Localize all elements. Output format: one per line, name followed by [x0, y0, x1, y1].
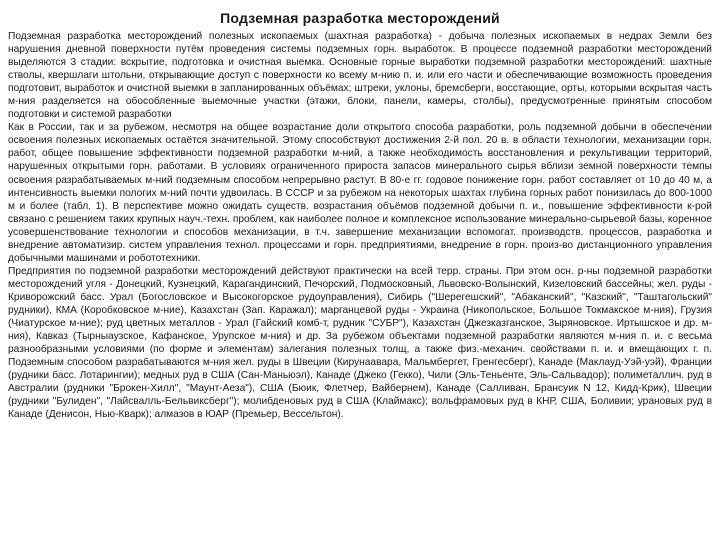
paragraph-importance: Как в России, так и за рубежом, несмотря на общее возрастание доли открытого способа разработки, роль подземной добычи в обеспечении освоения полезных ископаемых остаётся значительной. Этому способствуют достижения 2-й пол. 20 в. в области технологии, механизации горн. работ, общее повышение эффективности подземной разработки м-ний, а также необходимость восстановления и рекультивации территорий, нарушенных открытыми горн. работами. В условиях ограниченного прироста запасов минерального сырья вблизи земной поверхности темпы освоения разрабатываемых м-ний подземным способом непрерывно растут. В 80-е гг. годовое понижение горн. работ составляет от 10 до 40 м, а интенсивность выемки пологих м-ний почти удвоилась. В СССР и за рубежом на некоторых шахтах глубина горных работ понизилась до 800-1000 м и более (табл. 1). В перспективе можно ожидать существ. возрастания объёмов подземной добычи п. и., повышение эффективности к-рой связано с решением таких крупных науч.-техн. проблем, как наиболее полное и комплексное использование минерально-сырьевой базы, коренное усовершенствование технологии и способов механизации, в т.ч. завершение механизации вспомогат. производств. процессов, разработка и внедрение автоматизир. систем управления технол. процессами и горн. предприятиями, внедрение в горн. произ-во дистанционного управления добычными машинами и робототехники. — [8, 122, 712, 264]
document-title: Подземная разработка месторождений — [220, 10, 500, 26]
paragraph-definition: Подземная разработка месторождений полезных ископаемых (шахтная разработка) - добыча полезных ископаемых в недрах Земли без нарушения дневной поверхности путём проведения системы подземных горн. выработок. В процессе подземной разработки месторождений выделяются 3 стадии: вскрытие, подготовка и очистная выемка. Основные горные выработки подземной разработки месторождений: шахтные стволы, квершлаги штольни, открывающие доступ с поверхности ко всему м-нию п. и. или его части и обеспечивающие возможность проведения подготовит, выработок и очистной выемки в запланированных объёмах; штреки, уклоны, бремсберги, восстающие, орты, которыми вскрытая часть м-ния разделяется на обособленные выемочные участки (этажи, блоки, панели, камеры, столбы), предусмотренные принятым способом подготовки и системой разработки — [8, 31, 712, 121]
document-body — [8, 30, 712, 421]
paragraph-regions: Предприятия по подземной разработки месторождений действуют практически на всей терр. страны. При этом осн. р-ны подземной разработки месторождений угля - Донецкий, Кузнецкий, Карагандинский, Печорский, Подмосковный, Львовско-Волынский, Кизеловский бассейны; жел. руды - Криворожский басс. Урал (Богословское и Высокогорское рудоуправления), Сибирь ("Шерегешский", "Абаканский", "Казский", "Таштагольский" рудники), КМА (Коробковское м-ние), Казахстан (Зап. Каражал); марганцевой руды - Украина (Никопольское, Большое Токмакское м-ния), Грузия (Чиатурское м-ние); руд цветных металлов - Урал (Гайский комб-т, рудник "СУБР"), Казахстан (Джезказганское, Зыряновское. Иртышское и др. м-ния), Кавказ (Тырныаузское, Кафанское, Урупское м-ния) и др. За рубежом объектами подземной разработки являются м-ния п. и. с весьма разнообразными условиями (по форме и элементам) залегания полезных толщ, а также физ.-механич. свойствами п. и. и вмещающих г. п. Подземным способом разрабатываются м-ния жел. руды в Швеции (Кирунаавара, Мальмбергет, Гренгесберг), Канаде (Маклауд-Уэй-уэй), Франции (рудники басс. Лотарингии); медных руд в США (Сан-Маньюэл), Канаде (Джеко (Гекко), Чили (Эль-Теньенте, Эль-Сальвадор); полиметаллич. руд в Австралии (рудники "Брокен-Хилл", "Маунт-Аеза"), США (Бюик, Флетчер, Вайбернем), Канаде (Салливан, Брансуик N 12, Кидд-Крик), Швеции (рудники "Булиден", "Лайсвалль-Бельвиксберг"); молибденовых руд в США (Клаймакс); вольфрамовых руд в КНР, США, Боливии; урановых руд в Канаде (Денисон, Нью-Кварк); алмазов в ЮАР (Премьер, Вессельтон). — [8, 265, 712, 421]
